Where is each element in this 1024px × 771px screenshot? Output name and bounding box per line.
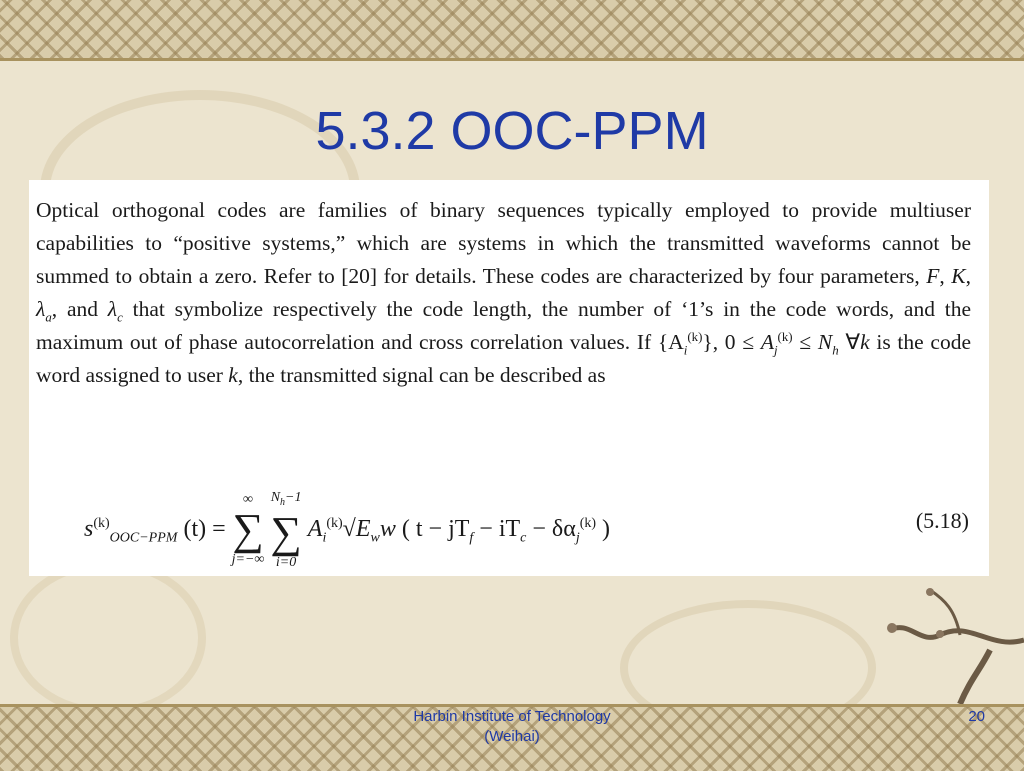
top-decorative-band (0, 0, 1024, 61)
footer-institution-line1: Harbin Institute of Technology (413, 708, 611, 725)
plum-branch-decoration (840, 580, 1024, 704)
equation-5-18 (29, 468, 989, 568)
slide-title: 5.3.2 OOC-PPM (315, 101, 709, 161)
background-swirl-motif (10, 560, 206, 716)
content-image-box (29, 180, 989, 576)
page-number: 20 (968, 708, 985, 725)
summation-i: $N_h-1$ ∑ i=0 (270, 490, 302, 570)
equation-number: (5.18) (915, 508, 969, 533)
body-paragraph: Optical orthogonal codes are families of binary sequences typically employed to provide multiuser capabilities to “positive systems,” which are systems in which the transmitted waveforms cannot be summed to obtain a zero. Refer to [20] for details. These codes are characterized by four parameters, F, K, $\lambda_a$, and $\lambda_c$ that symbolize respectively the code length, the number of ‘1’s in the code words, and the maximum out of phase autocorrelation and cross correlation values. If $\{A_i^{(k)}\}$, $0 \le A_j^{(k)} \le N_h$ ∀k is the code word assigned to user k, the transmitted signal can be described as (36, 198, 972, 387)
equation-expression: $s^{(k)}_{OOC-PPM}$ (t) = ∞ ∑ j=−∞ $N_h-1$ ∑ i=0 $A_i^{(k)}√E_ww$ ( $t - jT_f - iT_c - \delta\alpha_j^{(k)}$ ) (84, 490, 611, 570)
footer-institution-line2: (Weihai) (484, 728, 540, 745)
summation-j: ∞ ∑ j=−∞ (231, 492, 265, 568)
footer-institution (362, 707, 662, 747)
